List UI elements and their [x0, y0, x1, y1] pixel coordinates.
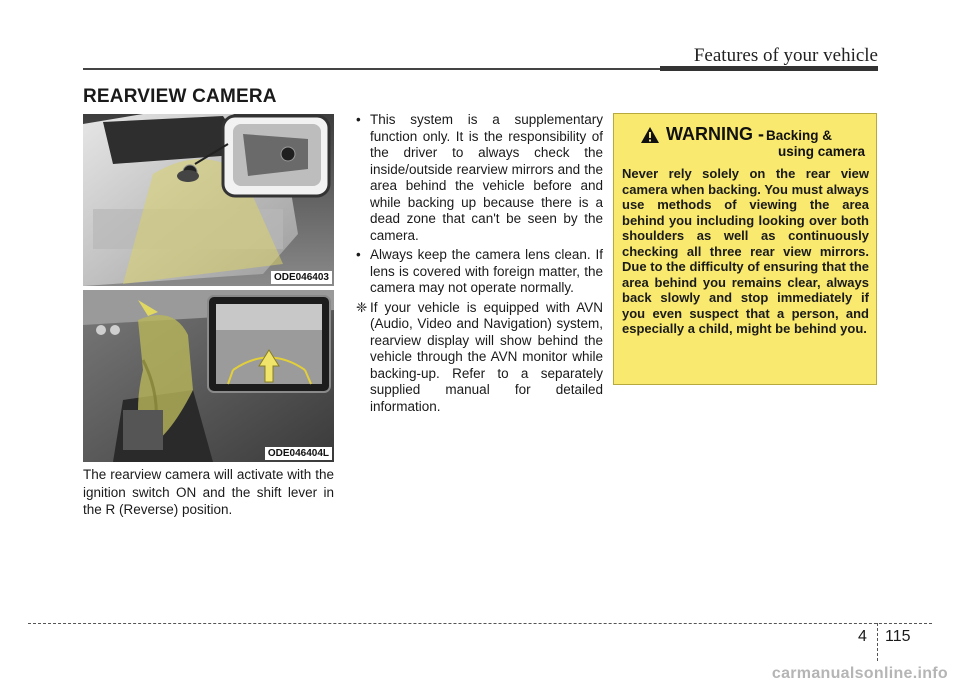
warning-subtitle: Backing &	[766, 128, 833, 143]
figure-label: ODE046403	[271, 271, 332, 284]
bullet-text: This system is a supplementary function only. It is the responsibility of the driver to always check the inside/outside rearview mirrors and the area behind the vehicle before and while backing up because there is a dead zone that can't be seen by the camera.	[370, 112, 603, 243]
header-title: Features of your vehicle	[693, 45, 878, 66]
bullet-text: Always keep the camera lens clean. If lens is covered with foreign matter, the camera may not operate normally.	[370, 247, 603, 295]
watermark: carmanualsonline.info	[771, 665, 948, 682]
page-number: 115	[885, 628, 911, 645]
figure-caption: The rearview camera will activate with the ignition switch ON and the shift lever in the R (Reverse) position.	[83, 467, 334, 517]
chapter-number: 4	[858, 628, 867, 645]
bullet-marker: •	[356, 247, 361, 262]
footer-divider	[877, 623, 878, 661]
warning-triangle-icon	[640, 126, 660, 144]
warning-word: WARNING -	[666, 124, 764, 144]
bullet-text: If your vehicle is equipped with AVN (Audio, Video and Navigation) system, rearview display will show behind the vehicle through the AVN monitor while backing-up. Refer to a separately supplied manual for detailed information.	[370, 299, 603, 414]
bullet-marker: •	[356, 112, 361, 127]
list-item	[356, 300, 603, 416]
shift-lever-illustration	[83, 290, 334, 462]
section-title: REARVIEW CAMERA	[83, 86, 277, 107]
footer-rule	[28, 623, 932, 624]
figure-label: ODE046404L	[265, 447, 332, 460]
warning-text: Never rely solely on the rear view camera when backing. You must always use methods of viewing the area behind you including looking over both shoulders as well as continuously checking all three rear view mirrors. Due to the difficulty of ensuring that the area behind you remains clear, always back slowly and stop immediately if you even suspect that a person, and especially a child, might be behind you.	[622, 166, 869, 336]
figure-shift-lever-monitor	[83, 290, 334, 462]
list-item	[356, 112, 603, 244]
bullet-list	[356, 112, 603, 418]
warning-subtitle-line-2: using camera	[778, 144, 866, 159]
list-item	[356, 247, 603, 297]
note-marker: ❈	[356, 299, 368, 315]
rear-camera-illustration	[83, 114, 334, 286]
header-rule-accent	[660, 66, 878, 71]
warning-box	[613, 113, 877, 385]
figure-rear-camera	[83, 114, 334, 286]
